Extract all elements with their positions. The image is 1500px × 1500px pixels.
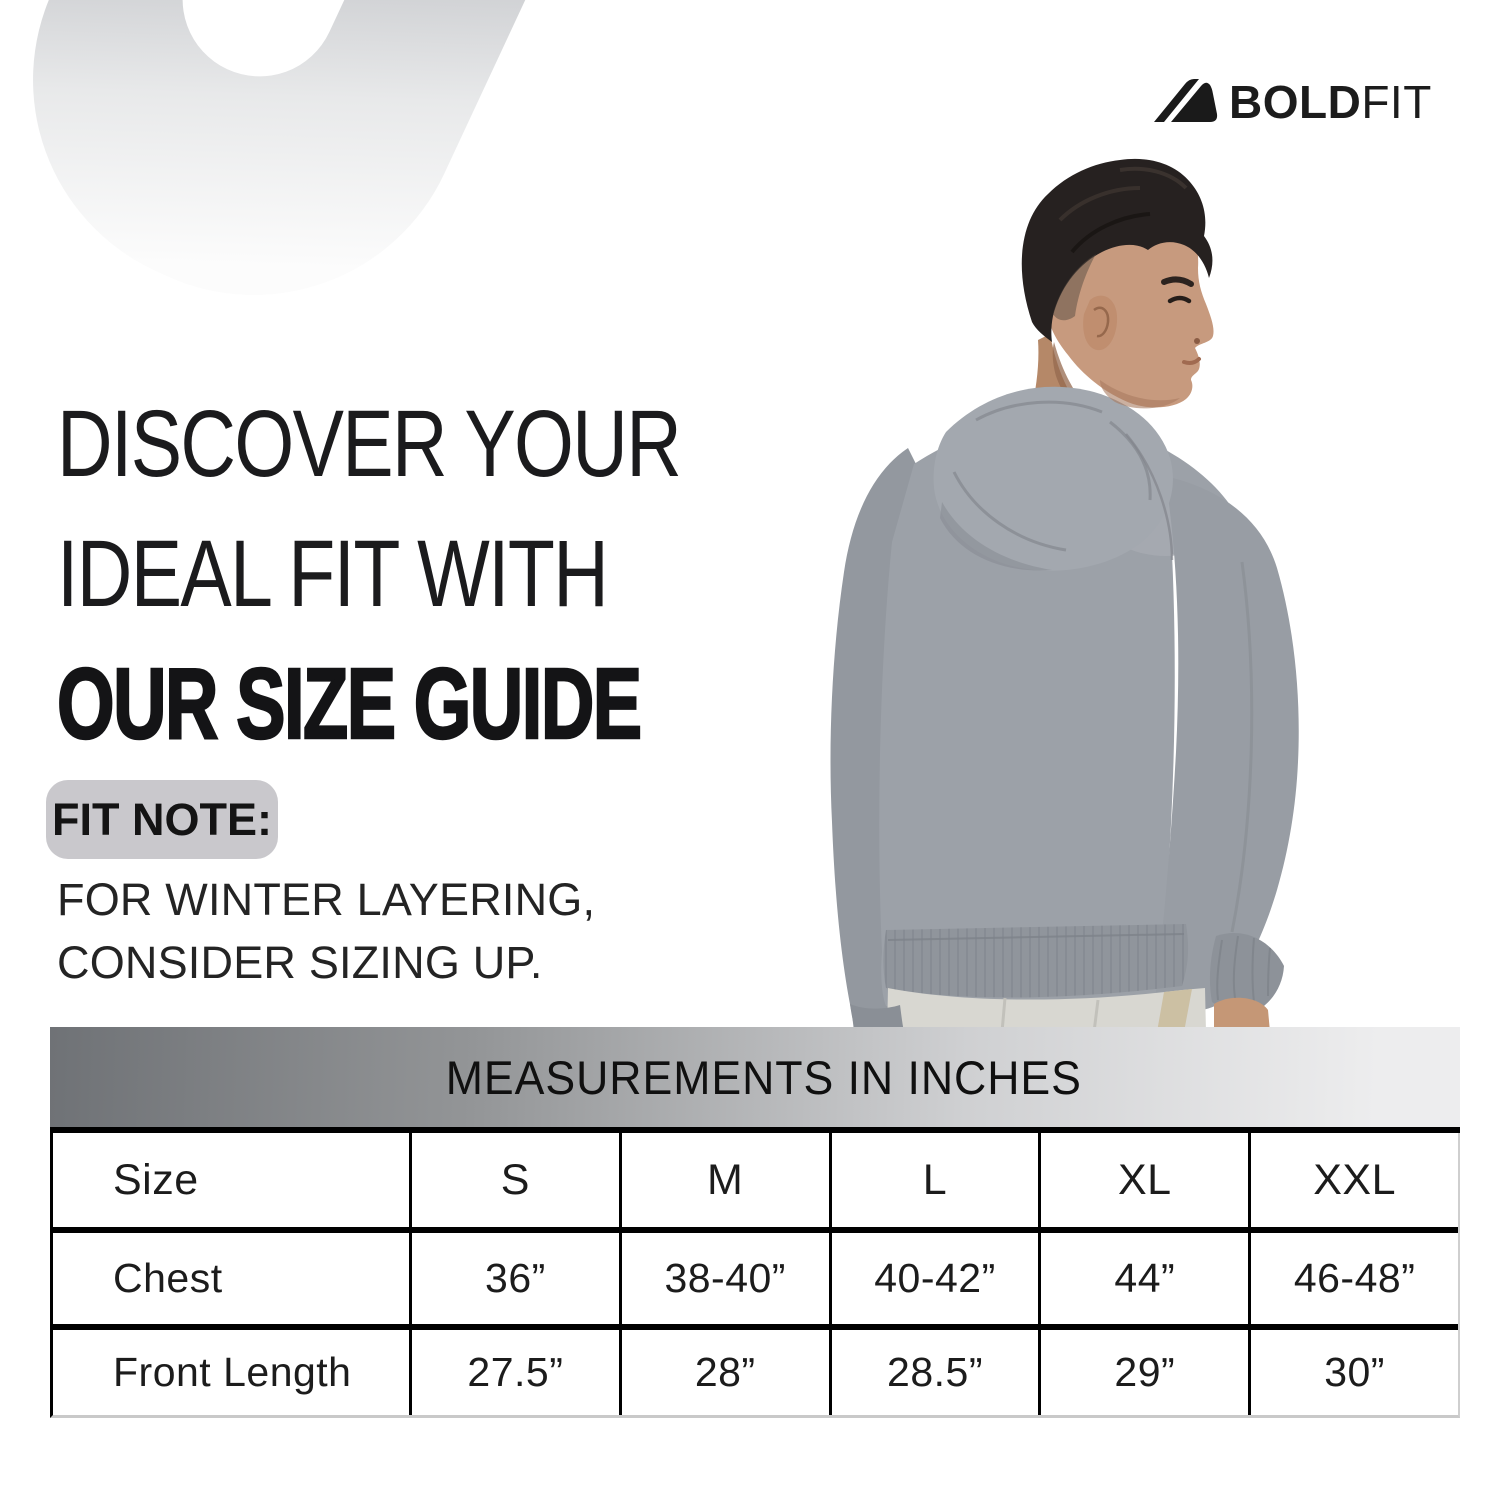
corner-swoosh-decoration xyxy=(0,0,720,420)
brand-name-bold: BOLD xyxy=(1229,76,1362,128)
size-table-title: MEASUREMENTS IN INCHES xyxy=(445,1050,1083,1104)
table-row-chest xyxy=(53,1233,1458,1330)
row-header-chest: Chest xyxy=(113,1255,223,1301)
page-title xyxy=(57,393,846,785)
front-length-cell-xxl: 30” xyxy=(1248,1330,1458,1415)
front-length-cell-m: 28” xyxy=(619,1330,829,1415)
chest-cell-l: 40-42” xyxy=(829,1233,1039,1324)
table-row-front-length xyxy=(53,1330,1458,1415)
front-length-cell-xl: 29” xyxy=(1038,1330,1248,1415)
brand-logo xyxy=(1153,76,1432,128)
size-table-body xyxy=(50,1133,1460,1418)
headline-line-2: IDEAL FIT WITH xyxy=(57,521,608,627)
front-length-cell-s: 27.5” xyxy=(409,1330,619,1415)
chest-cell-s: 36” xyxy=(409,1233,619,1324)
boldfit-triangle-icon xyxy=(1153,78,1219,124)
table-row-size xyxy=(53,1133,1458,1233)
fit-note-badge xyxy=(46,780,278,859)
row-header-size: Size xyxy=(113,1155,199,1204)
brand-name xyxy=(1229,76,1432,128)
headline-line-1: DISCOVER YOUR xyxy=(57,391,681,497)
row-header-front-length: Front Length xyxy=(113,1349,352,1395)
fit-note-text xyxy=(57,868,595,994)
size-cell-xl: XL xyxy=(1038,1133,1248,1227)
chest-cell-xxl: 46-48” xyxy=(1248,1233,1458,1324)
hoodie-model-photo xyxy=(810,140,1410,1032)
size-cell-l: L xyxy=(829,1133,1039,1227)
chest-cell-m: 38-40” xyxy=(619,1233,829,1324)
fit-note-label: FIT NOTE: xyxy=(52,793,272,845)
size-cell-m: M xyxy=(619,1133,829,1227)
size-guide-table xyxy=(50,1027,1460,1418)
size-table-header xyxy=(50,1027,1460,1133)
fit-note-text-line-1: FOR WINTER LAYERING, xyxy=(57,874,596,925)
front-length-cell-l: 28.5” xyxy=(829,1330,1039,1415)
size-cell-xxl: XXL xyxy=(1248,1133,1458,1227)
size-cell-s: S xyxy=(409,1133,619,1227)
headline-line-3: OUR SIZE GUIDE xyxy=(57,648,641,760)
fit-note-text-line-2: CONSIDER SIZING UP. xyxy=(57,937,543,988)
brand-name-fit: FIT xyxy=(1361,76,1432,128)
chest-cell-xl: 44” xyxy=(1038,1233,1248,1324)
